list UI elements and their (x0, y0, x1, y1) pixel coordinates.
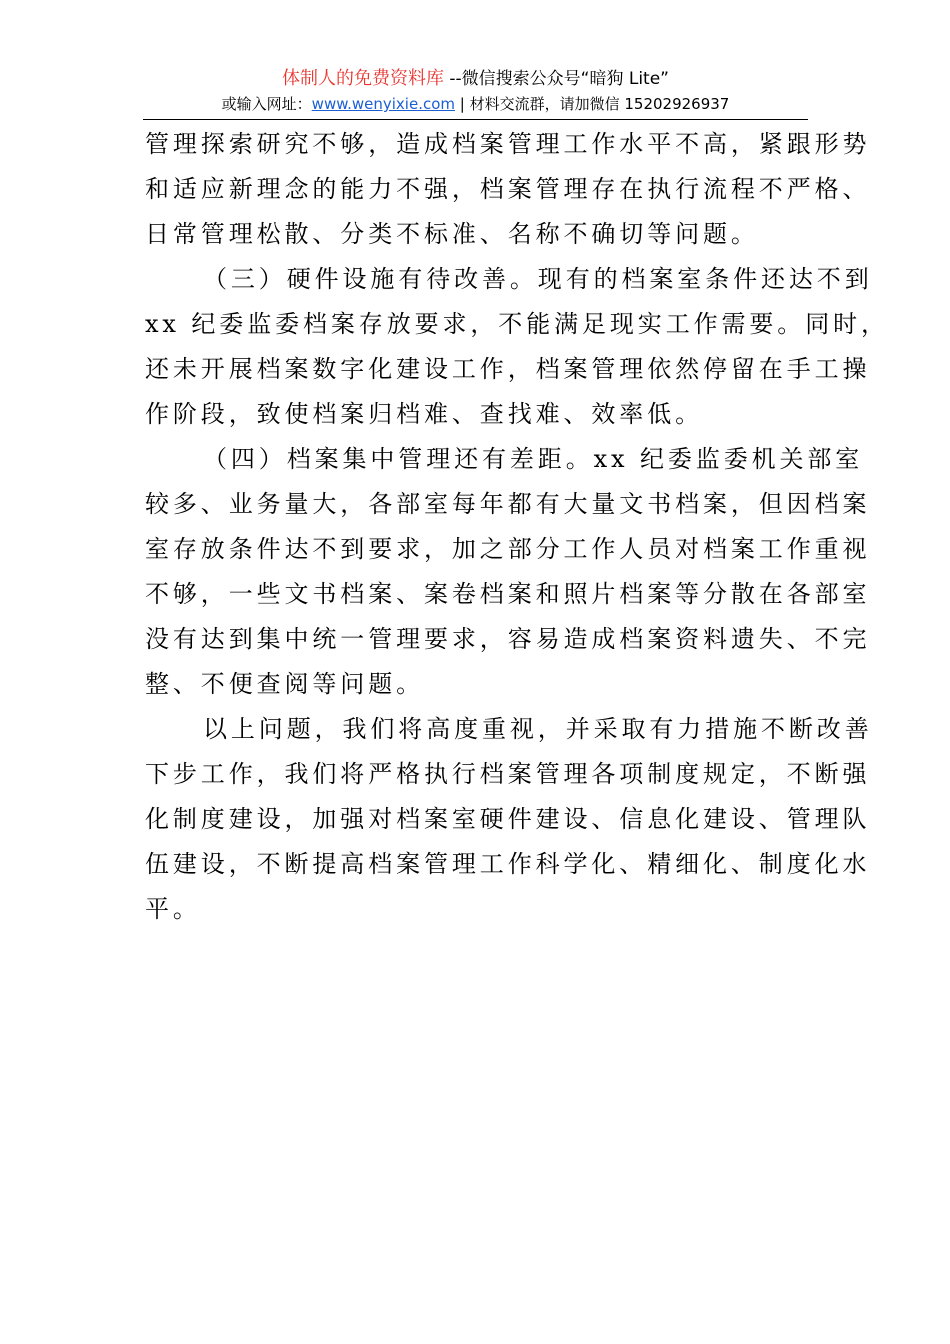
text-line: 没有达到集中统一管理要求，容易造成档案资料遗失、不完 (145, 625, 871, 653)
document-body (145, 122, 889, 932)
header-divider (143, 119, 808, 120)
text-line: 平。 (145, 895, 201, 923)
contact-text: | 材料交流群，请加微信 15202926937 (455, 95, 730, 113)
header-line-2 (143, 92, 808, 116)
page-header (143, 66, 808, 116)
text-line: 日常管理松散、分类不标准、名称不确切等问题。 (145, 220, 759, 248)
text-line: 室存放条件达不到要求，加之部分工作人员对档案工作重视 (145, 535, 871, 563)
header-line-1 (143, 66, 808, 92)
text-line: 和适应新理念的能力不强，档案管理存在执行流程不严格、 (145, 175, 871, 203)
text-line: xx 纪委监委档案存放要求，不能满足现实工作需要。同时， (145, 310, 889, 338)
website-link[interactable]: www.wenyixie.com (311, 95, 455, 113)
text-line: （三）硬件设施有待改善。现有的档案室条件还达不到 (203, 265, 873, 293)
wechat-search-text: --微信搜索公众号“暗狗 Lite” (443, 69, 669, 89)
text-line: 以上问题，我们将高度重视，并采取有力措施不断改善 (203, 715, 873, 743)
text-line: 整、不便查阅等问题。 (145, 670, 424, 698)
text-line: 不够，一些文书档案、案卷档案和照片档案等分散在各部室 (145, 580, 871, 608)
text-line: 化制度建设，加强对档案室硬件建设、信息化建设、管理队 (145, 805, 871, 833)
text-line: 还未开展档案数字化建设工作，档案管理依然停留在手工操 (145, 355, 871, 383)
text-line: （四）档案集中管理还有差距。xx 纪委监委机关部室 (203, 445, 864, 473)
text-line: 作阶段，致使档案归档难、查找难、效率低。 (145, 400, 703, 428)
text-line: 较多、业务量大，各部室每年都有大量文书档案，但因档案 (145, 490, 871, 518)
text-line: 管理探索研究不够，造成档案管理工作水平不高，紧跟形势 (145, 130, 871, 158)
url-prefix: 或输入网址： (221, 95, 312, 113)
text-line: 下步工作，我们将严格执行档案管理各项制度规定，不断强 (145, 760, 871, 788)
brand-title: 体制人的免费资料库 (281, 68, 444, 89)
text-line: 伍建设，不断提高档案管理工作科学化、精细化、制度化水 (145, 850, 871, 878)
